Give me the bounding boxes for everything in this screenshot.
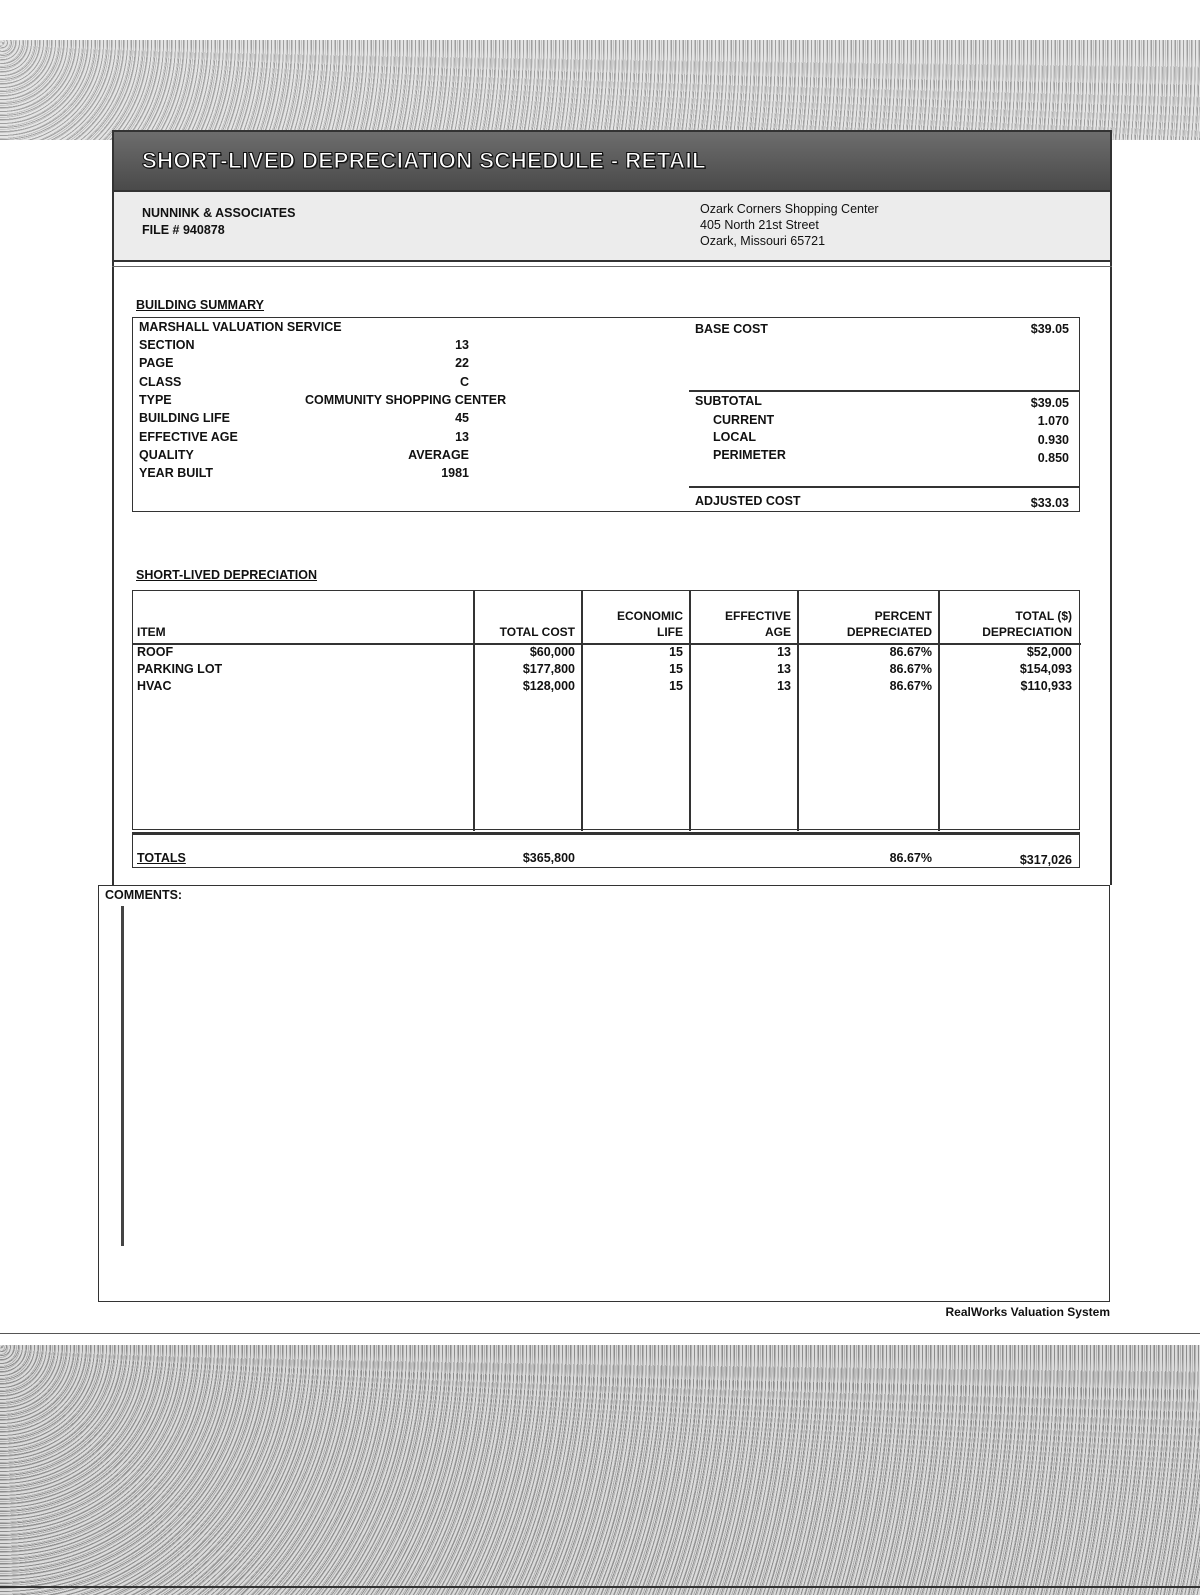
local-multiplier-value: 0.930 [1037,433,1069,447]
header-effective: EFFECTIVE [724,609,791,623]
header-underline [112,266,1112,267]
quality-value: AVERAGE [408,448,469,462]
row-item: HVAC [137,679,172,693]
title-bar [112,130,1112,192]
row-total-cost: $128,000 [522,679,575,693]
row-age: 13 [777,679,791,693]
row-depreciation: $52,000 [1026,645,1072,659]
file-number: FILE # 940878 [142,223,225,237]
subtotal-label: SUBTOTAL [695,394,762,408]
building-summary-heading: BUILDING SUMMARY [136,298,265,312]
quality-label: QUALITY [139,448,194,462]
valuation-service: MARSHALL VALUATION SERVICE [139,320,342,334]
year-built-label: YEAR BUILT [139,466,214,480]
class-value: C [459,375,469,389]
depreciation-form [105,122,1112,1319]
property-city: Ozark, Missouri 65721 [700,234,826,248]
row-item: ROOF [137,645,174,659]
header-item: ITEM [137,625,166,639]
effective-age-value: 13 [455,430,469,444]
row-life: 15 [669,679,683,693]
section-value: 13 [455,338,469,352]
current-multiplier-label: CURRENT [713,413,775,427]
property-name: Ozark Corners Shopping Center [700,202,879,216]
header-depreciated: DEPRECIATED [846,625,932,639]
header-economic: ECONOMIC [617,609,683,623]
row-depreciation: $154,093 [1019,662,1072,676]
row-depreciation: $110,933 [1020,679,1072,693]
page-rule [0,1333,1200,1334]
subtotal-rule [689,390,1079,392]
local-multiplier-label: LOCAL [713,430,757,444]
totals-depreciation: $317,026 [1019,853,1072,867]
page-value: 22 [455,356,469,370]
header-percent: PERCENT [874,609,932,623]
row-life: 15 [669,645,683,659]
adjusted-cost-rule [689,486,1079,488]
row-item: PARKING LOT [137,662,223,676]
effective-age-label: EFFECTIVE AGE [139,430,238,444]
header-life: LIFE [657,625,683,639]
adjusted-cost-value: $33.03 [1030,496,1069,510]
comment-margin-bar [121,906,124,1246]
building-life-label: BUILDING LIFE [139,411,230,425]
form-title: SHORT-LIVED DEPRECIATION SCHEDULE - RETAIL [142,148,707,173]
property-street: 405 North 21st Street [700,218,819,232]
type-label: TYPE [139,393,172,407]
page-bottom-rule [0,1586,1200,1588]
row-age: 13 [777,645,791,659]
left-border [112,262,114,885]
right-border [1110,262,1112,885]
year-built-value: 1981 [441,466,469,480]
depreciation-table [132,590,1080,830]
type-value: COMMUNITY SHOPPING CENTER [305,393,507,407]
row-percent: 86.67% [889,662,932,676]
comments-label: COMMENTS: [105,888,183,902]
row-age: 13 [777,662,791,676]
totals-percent: 86.67% [889,851,932,865]
totals-label: TOTALS [137,851,186,865]
perimeter-multiplier-label: PERIMETER [713,448,786,462]
subtotal-value: $39.05 [1030,396,1069,410]
scan-noise-bottom [0,1345,1200,1595]
header-total-dollars: TOTAL ($) [1015,609,1072,623]
page-label: PAGE [139,356,174,370]
appraiser-firm: NUNNINK & ASSOCIATES [142,206,296,220]
short-lived-depreciation-heading: SHORT-LIVED DEPRECIATION [136,568,318,582]
current-multiplier-value: 1.070 [1037,414,1069,428]
footer-brand: RealWorks Valuation System [945,1305,1110,1319]
row-life: 15 [669,662,683,676]
header-block [112,192,1112,262]
totals-row [132,832,1080,868]
comments-box [98,885,1110,1302]
class-label: CLASS [139,375,182,389]
building-summary-box [132,317,1080,512]
perimeter-multiplier-value: 0.850 [1037,451,1069,465]
row-percent: 86.67% [889,679,932,693]
totals-total-cost: $365,800 [522,851,575,865]
base-cost-value: $39.05 [1030,322,1069,336]
base-cost-label: BASE COST [695,322,768,336]
row-total-cost: $60,000 [529,645,575,659]
row-percent: 86.67% [889,645,932,659]
section-label: SECTION [139,338,195,352]
row-total-cost: $177,800 [522,662,575,676]
adjusted-cost-label: ADJUSTED COST [695,494,801,508]
header-age: AGE [764,625,791,639]
header-total-cost: TOTAL COST [499,625,575,639]
header-depreciation: DEPRECIATION [982,625,1072,639]
building-life-value: 45 [455,411,469,425]
